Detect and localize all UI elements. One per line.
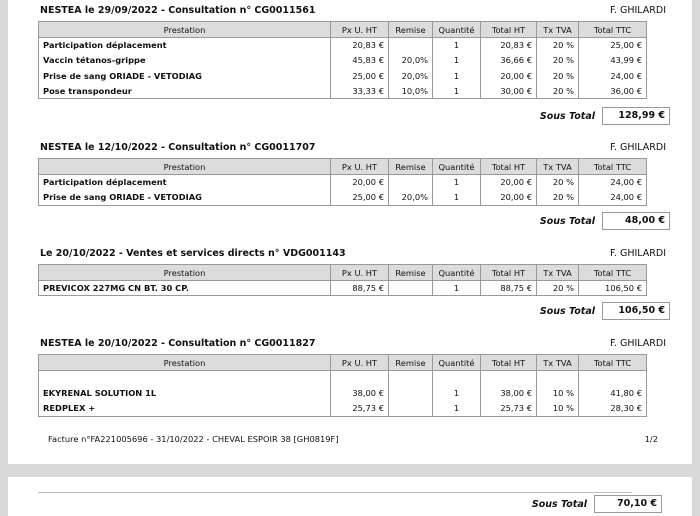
cell-quantity: 1 xyxy=(433,175,481,190)
subtotal-label: Sous Total xyxy=(539,215,595,227)
table-row xyxy=(39,175,647,190)
header-vat-rate: Tx TVA xyxy=(537,265,579,281)
cell-discount xyxy=(389,386,433,401)
header-total-ht: Total HT xyxy=(481,355,537,371)
cell-quantity xyxy=(433,371,481,386)
veterinarian-name: F. GHILARDI xyxy=(609,5,666,16)
cell-vat-rate: 20 % xyxy=(537,281,579,296)
cell-discount xyxy=(389,38,433,53)
cell-quantity: 1 xyxy=(433,190,481,205)
invoice-page-1 xyxy=(8,0,692,464)
table-row xyxy=(39,68,647,83)
cell-unit-price: 20,00 € xyxy=(331,175,389,190)
header-prestation: Prestation xyxy=(39,355,331,371)
cell-total-ttc: 41,80 € xyxy=(579,386,647,401)
prestation-table xyxy=(38,158,647,206)
cell-prestation xyxy=(39,371,331,386)
cell-discount xyxy=(389,401,433,416)
table-header-row xyxy=(39,355,647,371)
table-row xyxy=(39,38,647,53)
table-row xyxy=(39,190,647,205)
table-header-row xyxy=(39,22,647,38)
header-total-ht: Total HT xyxy=(481,159,537,175)
cell-total-ttc: 36,00 € xyxy=(579,83,647,98)
header-prestation: Prestation xyxy=(39,159,331,175)
cell-discount: 20,0% xyxy=(389,68,433,83)
header-total-ht: Total HT xyxy=(481,22,537,38)
cell-total-ttc: 28,30 € xyxy=(579,401,647,416)
header-quantity: Quantité xyxy=(433,22,481,38)
cell-vat-rate: 20 % xyxy=(537,53,579,68)
cell-quantity: 1 xyxy=(433,386,481,401)
header-quantity: Quantité xyxy=(433,159,481,175)
consultation-title: NESTEA le 29/09/2022 - Consultation n° CG0011561 xyxy=(40,5,316,16)
consultation-title: NESTEA le 12/10/2022 - Consultation n° CG0011707 xyxy=(40,142,316,153)
cell-total-ttc: 24,00 € xyxy=(579,190,647,205)
cell-total-ttc: 25,00 € xyxy=(579,38,647,53)
cell-total-ht: 25,73 € xyxy=(481,401,537,416)
cell-total-ht: 20,00 € xyxy=(481,68,537,83)
veterinarian-name: F. GHILARDI xyxy=(609,142,666,153)
header-total-ht: Total HT xyxy=(481,265,537,281)
cell-unit-price: 88,75 € xyxy=(331,281,389,296)
header-vat-rate: Tx TVA xyxy=(537,22,579,38)
subtotal-label: Sous Total xyxy=(539,305,595,317)
page-number: 1/2 xyxy=(644,434,658,444)
cell-vat-rate: 20 % xyxy=(537,83,579,98)
cell-prestation: Pose transpondeur xyxy=(39,83,331,98)
cell-quantity: 1 xyxy=(433,53,481,68)
cell-vat-rate: 20 % xyxy=(537,68,579,83)
subtotal-value: 70,10 € xyxy=(594,495,662,513)
subtotal xyxy=(540,107,670,125)
cell-discount xyxy=(389,281,433,296)
veterinarian-name: F. GHILARDI xyxy=(609,248,666,259)
cell-total-ht: 30,00 € xyxy=(481,83,537,98)
cell-vat-rate xyxy=(537,371,579,386)
header-total-ttc: Total TTC xyxy=(579,265,647,281)
header-prestation: Prestation xyxy=(39,22,331,38)
cell-total-ht xyxy=(481,371,537,386)
cell-unit-price xyxy=(331,371,389,386)
cell-prestation: Participation déplacement xyxy=(39,175,331,190)
cell-discount xyxy=(389,371,433,386)
cell-vat-rate: 20 % xyxy=(537,175,579,190)
header-unit-price: Px U. HT xyxy=(331,265,389,281)
table-row xyxy=(39,53,647,68)
cell-unit-price: 25,00 € xyxy=(331,68,389,83)
cell-prestation: Prise de sang ORIADE - VETODIAG xyxy=(39,68,331,83)
cell-unit-price: 20,83 € xyxy=(331,38,389,53)
header-total-ttc: Total TTC xyxy=(579,355,647,371)
consultation-title: NESTEA le 20/10/2022 - Consultation n° CG0011827 xyxy=(40,338,316,349)
cell-total-ttc: 106,50 € xyxy=(579,281,647,296)
subtotal xyxy=(540,212,670,230)
header-unit-price: Px U. HT xyxy=(331,22,389,38)
table-header-row xyxy=(39,159,647,175)
table-row xyxy=(39,401,647,416)
cell-vat-rate: 20 % xyxy=(537,38,579,53)
cell-quantity: 1 xyxy=(433,83,481,98)
header-unit-price: Px U. HT xyxy=(331,355,389,371)
cell-total-ttc: 24,00 € xyxy=(579,175,647,190)
cell-total-ttc: 24,00 € xyxy=(579,68,647,83)
cell-total-ht: 20,83 € xyxy=(481,38,537,53)
invoice-footer-reference: Facture n°FA221005696 - 31/10/2022 - CHEVAL ESPOIR 38 [GH0819F] xyxy=(48,434,339,444)
subtotal-value: 48,00 € xyxy=(602,212,670,230)
prestation-table xyxy=(38,264,647,296)
cell-total-ht: 20,00 € xyxy=(481,175,537,190)
table-row xyxy=(39,281,647,296)
cell-vat-rate: 10 % xyxy=(537,401,579,416)
cell-unit-price: 38,00 € xyxy=(331,386,389,401)
cell-unit-price: 25,00 € xyxy=(331,190,389,205)
header-total-ttc: Total TTC xyxy=(579,22,647,38)
header-vat-rate: Tx TVA xyxy=(537,159,579,175)
cell-total-ttc: 43,99 € xyxy=(579,53,647,68)
table-row xyxy=(39,386,647,401)
cell-quantity: 1 xyxy=(433,401,481,416)
header-discount: Remise xyxy=(389,355,433,371)
header-discount: Remise xyxy=(389,159,433,175)
cell-total-ht: 38,00 € xyxy=(481,386,537,401)
subtotal-label: Sous Total xyxy=(539,110,595,122)
table-row xyxy=(39,371,647,386)
veterinarian-name: F. GHILARDI xyxy=(609,338,666,349)
header-total-ttc: Total TTC xyxy=(579,159,647,175)
cell-vat-rate: 10 % xyxy=(537,386,579,401)
subtotal xyxy=(540,302,670,320)
cell-unit-price: 45,83 € xyxy=(331,53,389,68)
divider xyxy=(38,492,632,493)
subtotal-value: 128,99 € xyxy=(602,107,670,125)
cell-vat-rate: 20 % xyxy=(537,190,579,205)
cell-prestation: EKYRENAL SOLUTION 1L xyxy=(39,386,331,401)
cell-total-ttc xyxy=(579,371,647,386)
subtotal-label: Sous Total xyxy=(531,498,587,510)
header-quantity: Quantité xyxy=(433,265,481,281)
cell-prestation: REDPLEX + xyxy=(39,401,331,416)
cell-prestation: PREVICOX 227MG CN BT. 30 CP. xyxy=(39,281,331,296)
table-row xyxy=(39,83,647,98)
cell-unit-price: 25,73 € xyxy=(331,401,389,416)
subtotal xyxy=(532,495,662,513)
cell-discount: 20,0% xyxy=(389,190,433,205)
cell-prestation: Prise de sang ORIADE - VETODIAG xyxy=(39,190,331,205)
subtotal-value: 106,50 € xyxy=(602,302,670,320)
cell-quantity: 1 xyxy=(433,38,481,53)
cell-quantity: 1 xyxy=(433,281,481,296)
header-vat-rate: Tx TVA xyxy=(537,355,579,371)
sales-title: Le 20/10/2022 - Ventes et services directs n° VDG001143 xyxy=(40,248,346,259)
cell-discount xyxy=(389,175,433,190)
header-prestation: Prestation xyxy=(39,265,331,281)
cell-prestation: Vaccin tétanos-grippe xyxy=(39,53,331,68)
cell-prestation: Participation déplacement xyxy=(39,38,331,53)
table-header-row xyxy=(39,265,647,281)
header-discount: Remise xyxy=(389,265,433,281)
cell-quantity: 1 xyxy=(433,68,481,83)
header-unit-price: Px U. HT xyxy=(331,159,389,175)
invoice-page-2 xyxy=(8,477,692,516)
header-discount: Remise xyxy=(389,22,433,38)
cell-unit-price: 33,33 € xyxy=(331,83,389,98)
cell-total-ht: 20,00 € xyxy=(481,190,537,205)
cell-total-ht: 36,66 € xyxy=(481,53,537,68)
header-quantity: Quantité xyxy=(433,355,481,371)
prestation-table xyxy=(38,21,647,99)
cell-total-ht: 88,75 € xyxy=(481,281,537,296)
prestation-table xyxy=(38,354,647,417)
cell-discount: 10,0% xyxy=(389,83,433,98)
cell-discount: 20,0% xyxy=(389,53,433,68)
